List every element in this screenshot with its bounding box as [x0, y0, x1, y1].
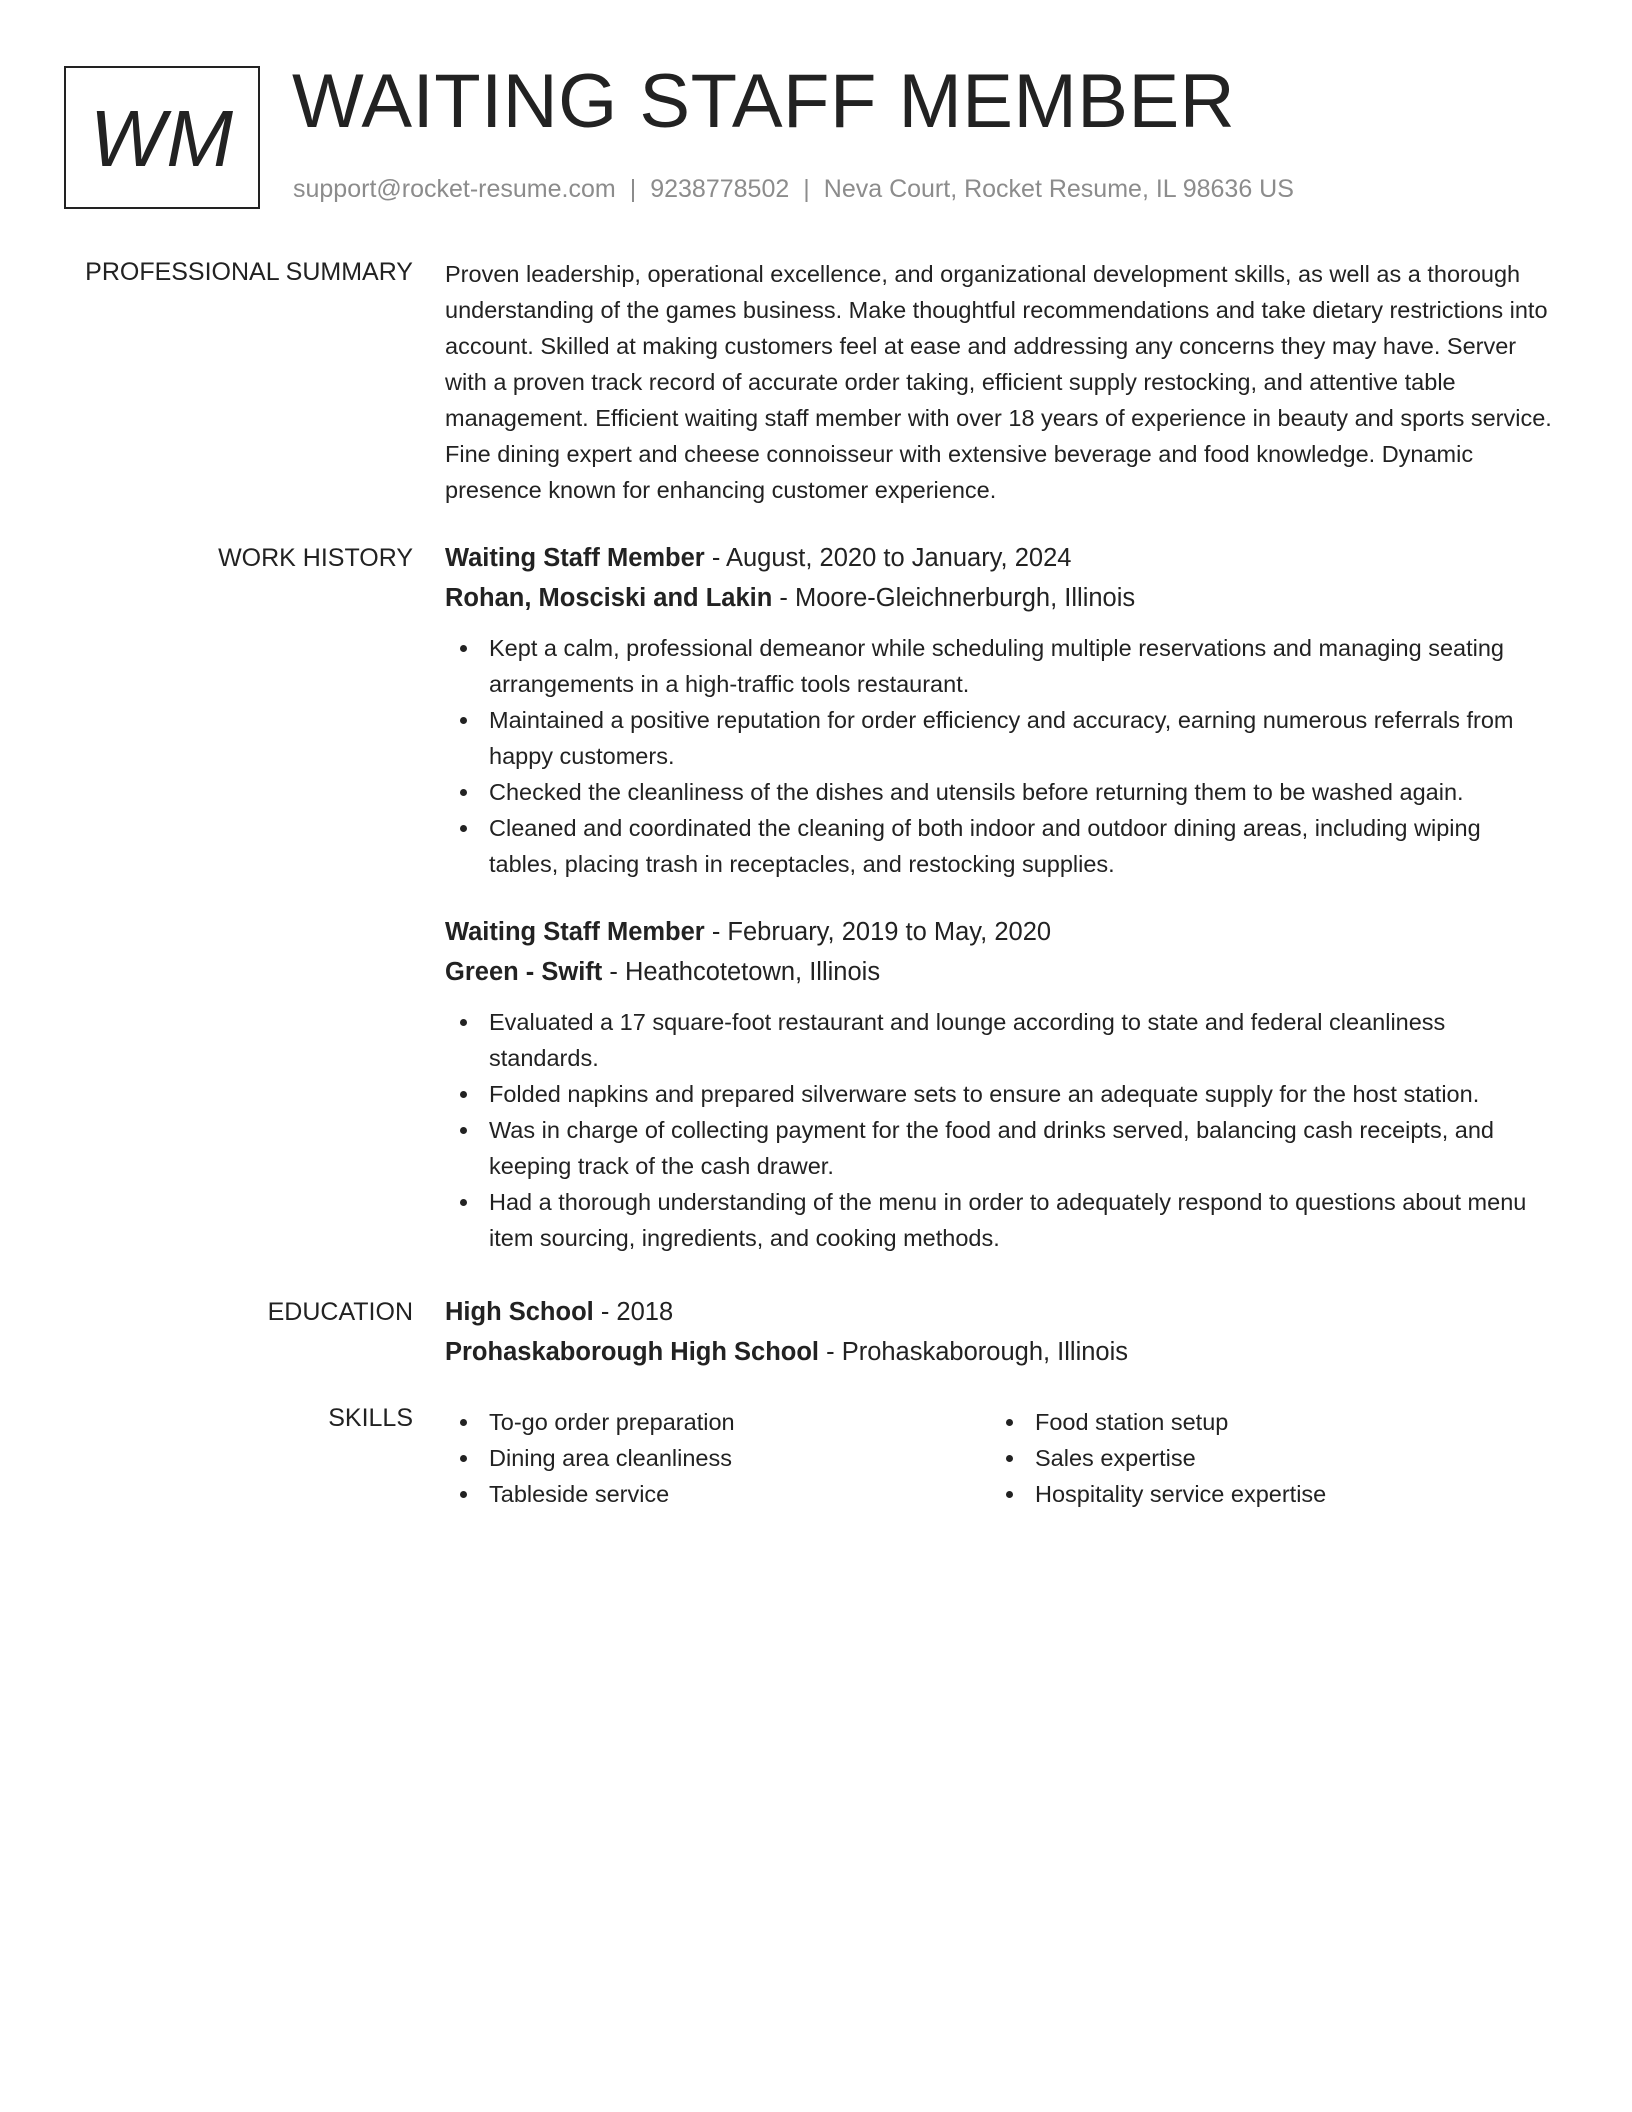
list-item: Had a thorough understanding of the menu in order to adequately respond to questions about menu item sourcing, ingredients, and cooking methods. — [445, 1184, 1555, 1256]
job-title-line — [445, 538, 1555, 578]
list-item: Kept a calm, professional demeanor while scheduling multiple reservations and managing seating arrangements in a high-traffic tools restaurant. — [445, 630, 1555, 702]
list-item: Cleaned and coordinated the cleaning of both indoor and outdoor dining areas, including wiping tables, placing trash in receptacles, and restocking supplies. — [445, 810, 1555, 882]
job-entry — [445, 912, 1555, 1256]
job-company: Green - Swift — [445, 958, 603, 986]
education-school-line — [445, 1332, 1555, 1372]
list-item: Was in charge of collecting payment for the food and drinks served, balancing cash receipts, and keeping track of the cash drawer. — [445, 1112, 1555, 1184]
skills-list — [991, 1404, 1537, 1512]
contact-line — [293, 175, 1294, 204]
education-degree-line — [445, 1292, 1555, 1332]
education-body — [445, 1292, 1555, 1372]
contact-email: support@rocket-resume.com — [293, 175, 616, 203]
initials-monogram — [64, 66, 260, 209]
work-history-body — [445, 538, 1555, 1256]
job-company-line — [445, 578, 1555, 618]
page-title: WAITING STAFF MEMBER — [292, 59, 1236, 144]
initials-text: WM — [89, 93, 235, 183]
job-company-line — [445, 952, 1555, 992]
job-dates: - August, 2020 to January, 2024 — [704, 544, 1072, 572]
skills-heading: SKILLS — [328, 1404, 413, 1432]
job-company: Rohan, Mosciski and Lakin — [445, 584, 773, 612]
list-item: Folded napkins and prepared silverware sets to ensure an adequate supply for the host station. — [445, 1076, 1555, 1112]
contact-separator: | — [629, 175, 637, 203]
contact-separator: | — [803, 175, 810, 203]
skills-columns — [445, 1404, 1555, 1512]
list-item: Dining area cleanliness — [445, 1440, 991, 1476]
education-location: - Prohaskaborough, Illinois — [819, 1338, 1129, 1366]
skills-column-left — [445, 1404, 991, 1512]
job-duties-list — [445, 1004, 1555, 1256]
summary-text: Proven leadership, operational excellence, and organizational development skills, as well as a thorough understanding of the games business. Make thoughtful recommendations and take dietary restrictions into account. Skilled at making customers feel at ease and addressing any concerns they may have. Server with a proven track record of accurate order taking, efficient supply restocking, and attentive table management. Efficient waiting staff member with over 18 years of experience in beauty and sports service. Fine dining expert and cheese connoisseur with extensive beverage and food knowledge. Dynamic presence known for enhancing customer experience. — [445, 261, 1552, 503]
list-item: Food station setup — [991, 1404, 1537, 1440]
contact-phone: 9238778502 — [650, 175, 790, 203]
list-item: Tableside service — [445, 1476, 991, 1512]
list-item: Checked the cleanliness of the dishes and utensils before returning them to be washed again. — [445, 774, 1555, 810]
job-title-line — [445, 912, 1555, 952]
contact-address: Neva Court, Rocket Resume, IL 98636 US — [823, 175, 1294, 203]
list-item: Sales expertise — [991, 1440, 1537, 1476]
skills-column-right — [991, 1404, 1537, 1512]
job-entry — [445, 538, 1555, 882]
work-history-heading: WORK HISTORY — [218, 544, 413, 572]
job-dates: - February, 2019 to May, 2020 — [704, 918, 1052, 946]
job-title: Waiting Staff Member — [445, 918, 705, 946]
list-item: Evaluated a 17 square-foot restaurant and lounge according to state and federal cleanliness standards. — [445, 1004, 1555, 1076]
job-location: - Heathcotetown, Illinois — [602, 958, 881, 986]
education-year: - 2018 — [593, 1298, 674, 1326]
education-school: Prohaskaborough High School — [445, 1338, 820, 1366]
skills-body — [445, 1404, 1555, 1512]
list-item: Maintained a positive reputation for order efficiency and accuracy, earning numerous referrals from happy customers. — [445, 702, 1555, 774]
job-title: Waiting Staff Member — [445, 544, 705, 572]
education-heading: EDUCATION — [267, 1298, 413, 1326]
job-location: - Moore-Gleichnerburgh, Illinois — [772, 584, 1136, 612]
education-degree: High School — [445, 1298, 594, 1326]
list-item: To-go order preparation — [445, 1404, 991, 1440]
skills-list — [445, 1404, 991, 1512]
job-duties-list — [445, 630, 1555, 882]
list-item: Hospitality service expertise — [991, 1476, 1537, 1512]
summary-heading: PROFESSIONAL SUMMARY — [85, 258, 413, 286]
